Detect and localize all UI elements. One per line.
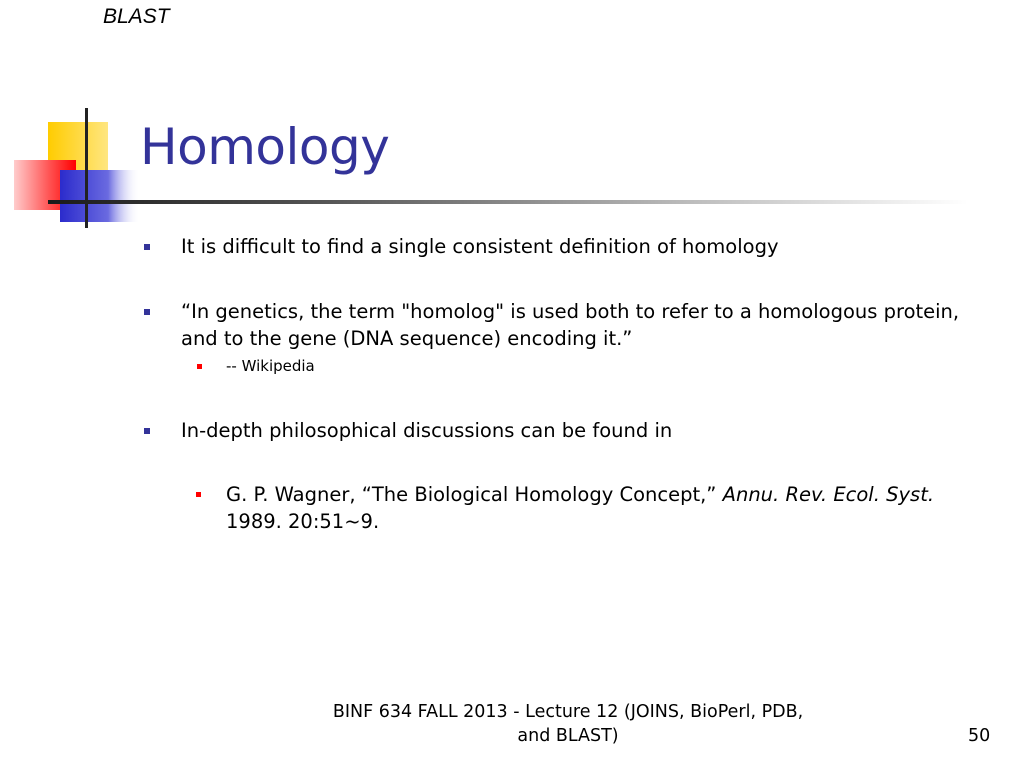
bullet-text: “In genetics, the term "homolog" is used both to refer to a homologous protein, and to the gene (DNA sequence) encoding it.”: [181, 300, 960, 350]
bullet-item-3: [181, 417, 1001, 444]
bullet-item-1: [181, 233, 1001, 260]
bullet-text: In-depth philosophical discussions can be found in: [181, 419, 673, 442]
header-label: BLAST: [103, 5, 170, 28]
square-bullet-icon: [144, 428, 150, 434]
citation-journal: Annu. Rev. Ecol. Syst.: [722, 483, 935, 506]
slide-title: Homology: [140, 118, 390, 176]
bullet-item-2: [181, 298, 1001, 352]
square-bullet-icon: [196, 492, 201, 497]
square-bullet-icon: [197, 364, 202, 369]
citation-details: 1989. 20:51~9.: [226, 510, 380, 533]
bullet-text: It is difficult to find a single consistent definition of homology: [181, 235, 779, 258]
logo-vertical-bar: [85, 108, 88, 228]
title-divider: [48, 200, 968, 204]
logo-blue-square: [60, 170, 140, 222]
decorative-logo: [0, 100, 160, 240]
slide-footer: BINF 634 FALL 2013 - Lecture 12 (JOINS, BioPerl, PDB, and BLAST): [332, 702, 804, 746]
sub-bullet-item: [226, 356, 826, 376]
square-bullet-icon: [144, 309, 150, 315]
sub-bullet-text: -- Wikipedia: [226, 357, 315, 375]
citation-author-title: G. P. Wagner, “The Biological Homology Concept,”: [226, 483, 723, 506]
citation-item: [226, 481, 986, 535]
square-bullet-icon: [144, 244, 150, 250]
page-number: 50: [968, 726, 991, 746]
